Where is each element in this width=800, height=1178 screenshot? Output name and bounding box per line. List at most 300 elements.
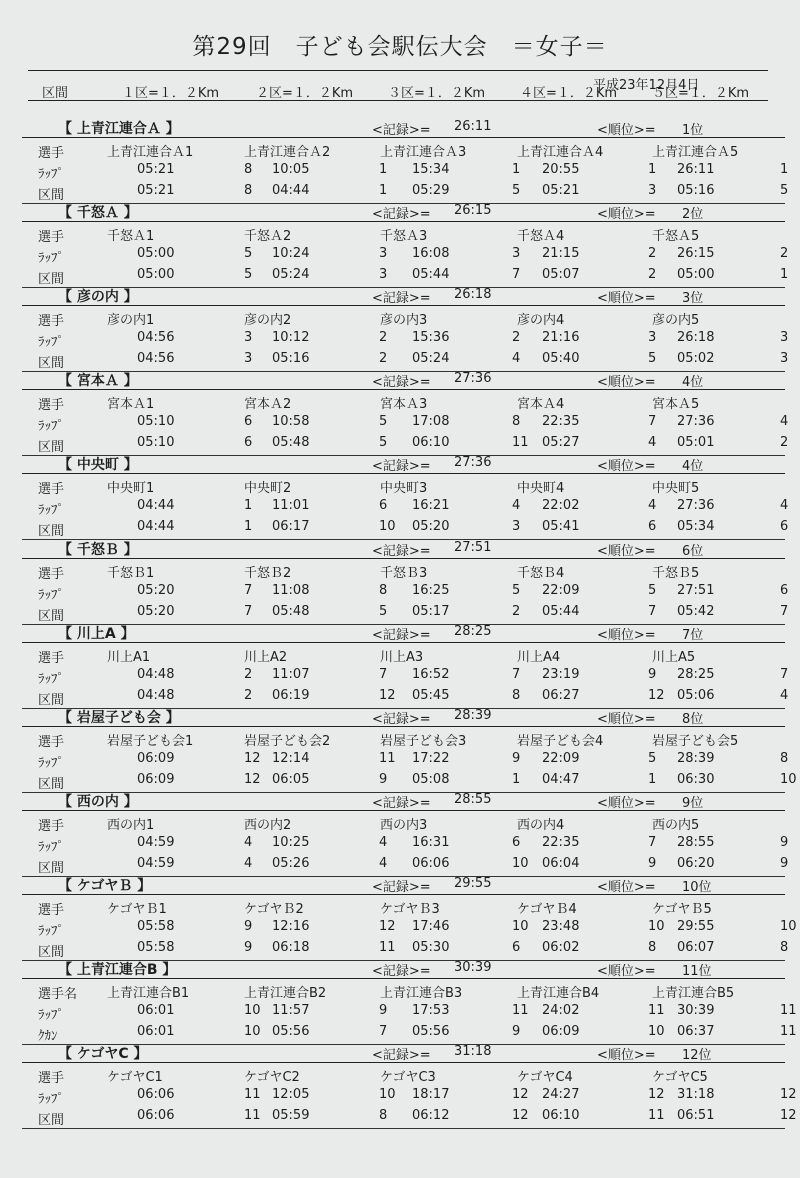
team-rank: 10位 <box>682 879 712 895</box>
row-label-split: 区間 <box>38 440 65 456</box>
split-rank: 2 <box>379 351 388 367</box>
runner-name: 中央町1 <box>107 481 155 497</box>
team-rank: 9位 <box>682 795 704 811</box>
runner-name: 川上A4 <box>517 649 561 665</box>
runner-name: 千怒Ｂ1 <box>107 565 155 581</box>
split-time: 05:44 <box>412 267 450 283</box>
lap-time: 26:15 <box>677 246 715 262</box>
split-time: 05:44 <box>542 603 580 619</box>
lap-rank: 7 <box>648 414 657 430</box>
split-time: 05:07 <box>542 267 580 283</box>
team-block <box>22 874 797 962</box>
record-label: <記録>= <box>372 795 431 811</box>
divider <box>22 305 785 306</box>
split-time: 04:56 <box>137 351 175 367</box>
split-time: 05:24 <box>272 267 310 283</box>
lap-time: 11:01 <box>272 498 310 514</box>
runner-name: 千怒Ａ3 <box>380 229 428 245</box>
team-rank: 7位 <box>682 627 704 643</box>
split-rank: 9 <box>512 1024 521 1039</box>
lap-time: 05:58 <box>137 918 175 934</box>
rank-label: <順位>= <box>597 964 656 979</box>
runner-name: 上青江連合B4 <box>517 986 600 1001</box>
lap-rank: 9 <box>379 1003 388 1018</box>
lap-rank: 6 <box>244 414 253 430</box>
split-time: 05:26 <box>272 855 310 871</box>
lap-rank: 6 <box>379 498 388 514</box>
lap-time: 27:51 <box>677 582 715 598</box>
lap-time: 10:12 <box>272 330 310 346</box>
lap-rank: 5 <box>648 750 657 766</box>
lap-time: 22:35 <box>542 834 580 850</box>
leg-distance-2: ２区=１．２Km <box>256 86 354 101</box>
lap-rank: 10 <box>512 918 529 934</box>
lap-time: 17:08 <box>412 414 450 430</box>
runner-name: 上青江連合B5 <box>652 986 735 1001</box>
split-rank: 8 <box>648 939 657 955</box>
record-label: <記録>= <box>372 291 431 307</box>
split-rank: 8 <box>244 183 253 198</box>
runner-name: 川上A2 <box>244 649 288 665</box>
split-time: 04:44 <box>137 519 175 535</box>
runner-name: 川上A3 <box>380 649 424 665</box>
record-label: <記録>= <box>372 711 431 727</box>
split-time: 06:01 <box>137 1024 175 1039</box>
split-rank: 1 <box>512 771 521 787</box>
lap-time: 16:25 <box>412 582 450 598</box>
runner-name: ケゴヤＢ1 <box>107 901 167 917</box>
split-rank: 10 <box>648 1024 665 1039</box>
divider <box>22 642 785 643</box>
row-label-lap: ﾗｯﾌﾟ <box>38 839 64 855</box>
split-time: 05:27 <box>542 435 580 451</box>
divider <box>22 473 785 474</box>
runner-name: 岩屋子ども会3 <box>380 733 467 749</box>
lap-time: 22:02 <box>542 498 580 514</box>
split-time: 06:37 <box>677 1024 715 1039</box>
team-block <box>22 285 789 373</box>
runner-name: 岩屋子ども会1 <box>107 733 194 749</box>
split-time: 06:09 <box>542 1024 580 1039</box>
race-date: 平成23年12月4日 <box>593 78 700 93</box>
row-label-split: 区間 <box>38 272 65 288</box>
split-time: 06:30 <box>677 771 715 787</box>
lap-rank: 2 <box>244 666 253 682</box>
lap-rank: 7 <box>648 834 657 850</box>
split-rank: 9 <box>379 771 388 787</box>
lap-rank: 12 <box>648 1087 665 1103</box>
runner-name: 川上A1 <box>107 649 151 665</box>
sections-label: 区間 <box>42 86 69 101</box>
team-name: 【 ケゴヤＢ 】 <box>58 877 152 894</box>
split-rank: 1 <box>379 183 388 198</box>
split-time: 05:34 <box>677 519 715 535</box>
lap-time: 29:55 <box>677 918 715 934</box>
team-block <box>22 369 789 457</box>
lap-time: 22:09 <box>542 750 580 766</box>
runner-name: ケゴヤＢ2 <box>244 901 304 917</box>
lap-time: 12:05 <box>272 1087 310 1103</box>
runner-name: ケゴヤC5 <box>652 1070 708 1086</box>
lap-time: 17:53 <box>412 1003 450 1018</box>
split-time: 05:01 <box>677 435 715 451</box>
split-rank: 5 <box>379 435 388 451</box>
lap-rank: 10 <box>379 1087 396 1103</box>
split-time: 05:16 <box>677 183 715 198</box>
leg-distance-5: ５区=１．２Km <box>652 86 750 101</box>
split-rank: 9 <box>244 939 253 955</box>
runner-name: 西の内2 <box>244 817 292 833</box>
runner-name: ケゴヤＢ5 <box>652 901 712 917</box>
lap-rank: 6 <box>780 582 789 598</box>
split-time: 06:17 <box>272 519 310 535</box>
runner-name: 中央町3 <box>380 481 428 497</box>
row-label-lap: ﾗｯﾌﾟ <box>38 671 64 687</box>
team-block <box>22 117 789 205</box>
lap-rank: 5 <box>379 414 388 430</box>
split-time: 05:02 <box>677 351 715 367</box>
lap-rank: 12 <box>512 1087 529 1103</box>
split-rank: 10 <box>512 855 529 871</box>
lap-rank: 12 <box>379 918 396 934</box>
runner-name: 岩屋子ども会4 <box>517 733 604 749</box>
lap-rank: 4 <box>244 834 253 850</box>
split-rank: 11 <box>780 1024 797 1039</box>
team-block <box>22 622 789 710</box>
split-time: 05:45 <box>412 687 450 703</box>
row-label-lap: ﾗｯﾌﾟ <box>38 1092 64 1108</box>
lap-time: 23:48 <box>542 918 580 934</box>
divider <box>28 70 768 71</box>
team-record: 28:39 <box>454 707 492 723</box>
lap-time: 17:22 <box>412 750 450 766</box>
rank-label: <順位>= <box>597 879 656 895</box>
team-record: 27:36 <box>454 455 492 471</box>
lap-rank: 2 <box>648 246 657 262</box>
lap-time: 27:36 <box>677 498 715 514</box>
row-label-player: 選手 <box>38 566 65 582</box>
lap-time: 15:34 <box>412 162 450 177</box>
record-label: <記録>= <box>372 123 431 138</box>
split-time: 06:12 <box>412 1108 450 1124</box>
runner-name: 千怒Ａ1 <box>107 229 155 245</box>
row-label-split: 区間 <box>38 1113 65 1129</box>
divider <box>22 894 785 895</box>
lap-rank: 3 <box>780 330 789 346</box>
split-rank: 5 <box>780 183 789 198</box>
row-label-split: 区間 <box>38 188 65 203</box>
team-record: 28:55 <box>454 791 492 807</box>
split-time: 05:48 <box>272 603 310 619</box>
team-rank: 1位 <box>682 123 704 138</box>
record-label: <記録>= <box>372 375 431 391</box>
lap-rank: 2 <box>780 246 789 262</box>
lap-time: 10:58 <box>272 414 310 430</box>
split-rank: 7 <box>512 267 521 283</box>
split-time: 05:17 <box>412 603 450 619</box>
team-name: 【 宮本Ａ 】 <box>58 373 138 390</box>
split-time: 05:06 <box>677 687 715 703</box>
team-block <box>22 1042 797 1130</box>
lap-rank: 10 <box>244 1003 261 1018</box>
runner-name: 西の内4 <box>517 817 565 833</box>
lap-time: 24:27 <box>542 1087 580 1103</box>
record-label: <記録>= <box>372 1048 431 1064</box>
lap-time: 28:55 <box>677 834 715 850</box>
lap-time: 04:44 <box>137 498 175 514</box>
split-rank: 9 <box>780 855 789 871</box>
split-rank: 12 <box>512 1108 529 1124</box>
course-header <box>28 70 768 118</box>
record-label: <記録>= <box>372 543 431 559</box>
lap-time: 26:18 <box>677 330 715 346</box>
lap-time: 16:31 <box>412 834 450 850</box>
lap-time: 16:21 <box>412 498 450 514</box>
runner-name: 中央町2 <box>244 481 292 497</box>
lap-rank: 1 <box>648 162 657 177</box>
leg-distance-3: ３区=１．２Km <box>388 86 486 101</box>
runner-name: 千怒Ｂ4 <box>517 565 565 581</box>
lap-time: 28:25 <box>677 666 715 682</box>
team-rank: 3位 <box>682 291 704 307</box>
runner-name: 千怒Ａ5 <box>652 229 700 245</box>
split-rank: 7 <box>648 603 657 619</box>
split-rank: 4 <box>379 855 388 871</box>
split-rank: 12 <box>379 687 396 703</box>
split-time: 06:05 <box>272 771 310 787</box>
team-rank: 4位 <box>682 459 704 475</box>
lap-rank: 1 <box>780 162 789 177</box>
team-rank: 6位 <box>682 543 704 559</box>
split-rank: 5 <box>512 183 521 198</box>
team-block <box>22 790 789 878</box>
split-time: 05:40 <box>542 351 580 367</box>
team-block <box>22 453 789 541</box>
row-label-split: 区間 <box>38 524 65 540</box>
lap-rank: 8 <box>780 750 789 766</box>
lap-time: 15:36 <box>412 330 450 346</box>
runner-name: 上青江連合Ａ1 <box>107 145 194 160</box>
team-block <box>22 706 797 794</box>
split-time: 05:00 <box>137 267 175 283</box>
lap-time: 10:05 <box>272 162 310 177</box>
lap-rank: 5 <box>512 582 521 598</box>
lap-rank: 11 <box>379 750 396 766</box>
lap-time: 26:11 <box>677 162 715 177</box>
split-rank: 11 <box>648 1108 665 1124</box>
lap-rank: 2 <box>512 330 521 346</box>
split-rank: 10 <box>780 771 797 787</box>
leg-distance-4: ４区=１．２Km <box>520 86 618 101</box>
split-time: 04:44 <box>272 183 310 198</box>
rank-label: <順位>= <box>597 291 656 307</box>
split-rank: 12 <box>780 1108 797 1124</box>
runner-name: 千怒Ａ4 <box>517 229 565 245</box>
runner-name: 上青江連合Ａ2 <box>244 145 331 160</box>
lap-time: 22:09 <box>542 582 580 598</box>
split-time: 06:27 <box>542 687 580 703</box>
record-label: <記録>= <box>372 879 431 895</box>
lap-time: 30:39 <box>677 1003 715 1018</box>
runner-name: 岩屋子ども会2 <box>244 733 331 749</box>
lap-time: 12:14 <box>272 750 310 766</box>
split-rank: 3 <box>512 519 521 535</box>
split-time: 04:48 <box>137 687 175 703</box>
split-rank: 8 <box>780 939 789 955</box>
split-time: 05:30 <box>412 939 450 955</box>
lap-time: 21:15 <box>542 246 580 262</box>
lap-rank: 10 <box>648 918 665 934</box>
split-time: 06:07 <box>677 939 715 955</box>
split-time: 06:06 <box>412 855 450 871</box>
runner-name: ケゴヤC2 <box>244 1070 300 1086</box>
split-time: 05:20 <box>137 603 175 619</box>
divider <box>22 389 785 390</box>
row-label-player: 選手名 <box>38 987 78 1002</box>
runner-name: 千怒Ｂ5 <box>652 565 700 581</box>
team-record: 26:15 <box>454 203 492 219</box>
lap-rank: 3 <box>244 330 253 346</box>
split-rank: 7 <box>780 603 789 619</box>
lap-rank: 5 <box>648 582 657 598</box>
runner-name: 川上A5 <box>652 649 696 665</box>
split-rank: 7 <box>244 603 253 619</box>
split-time: 05:16 <box>272 351 310 367</box>
runner-name: 岩屋子ども会5 <box>652 733 739 749</box>
runner-name: 彦の内5 <box>652 313 700 329</box>
team-block <box>22 538 789 626</box>
runner-name: 上青江連合B1 <box>107 986 190 1001</box>
lap-rank: 5 <box>244 246 253 262</box>
row-label-split: ｸｶﾝ <box>38 1029 58 1044</box>
lap-rank: 11 <box>244 1087 261 1103</box>
rank-label: <順位>= <box>597 459 656 475</box>
rank-label: <順位>= <box>597 375 656 391</box>
lap-time: 04:56 <box>137 330 175 346</box>
split-time: 05:00 <box>677 267 715 283</box>
rank-label: <順位>= <box>597 795 656 811</box>
lap-time: 27:36 <box>677 414 715 430</box>
team-name: 【 岩屋子ども会 】 <box>58 709 180 726</box>
lap-rank: 8 <box>512 414 521 430</box>
runner-name: 西の内5 <box>652 817 700 833</box>
lap-rank: 3 <box>512 246 521 262</box>
split-rank: 3 <box>244 351 253 367</box>
row-label-lap: ﾗｯﾌﾟ <box>38 587 64 603</box>
rank-label: <順位>= <box>597 123 656 138</box>
split-rank: 1 <box>244 519 253 535</box>
lap-rank: 9 <box>780 834 789 850</box>
lap-time: 11:57 <box>272 1003 310 1018</box>
record-label: <記録>= <box>372 627 431 643</box>
lap-rank: 3 <box>648 330 657 346</box>
split-rank: 5 <box>244 267 253 283</box>
lap-rank: 3 <box>379 246 388 262</box>
team-name: 【 上青江連合B 】 <box>58 962 177 978</box>
lap-rank: 9 <box>244 918 253 934</box>
split-rank: 1 <box>648 771 657 787</box>
split-rank: 2 <box>648 267 657 283</box>
runner-name: 千怒Ａ2 <box>244 229 292 245</box>
split-time: 06:20 <box>677 855 715 871</box>
team-record: 29:55 <box>454 875 492 891</box>
split-rank: 3 <box>648 183 657 198</box>
split-rank: 12 <box>244 771 261 787</box>
split-rank: 6 <box>648 519 657 535</box>
row-label-split: 区間 <box>38 860 65 876</box>
lap-rank: 4 <box>780 414 789 430</box>
split-rank: 6 <box>244 435 253 451</box>
team-name: 【 千怒Ｂ 】 <box>58 541 138 558</box>
runner-name: 彦の内4 <box>517 313 565 329</box>
runner-name: 彦の内3 <box>380 313 428 329</box>
lap-rank: 1 <box>244 498 253 514</box>
team-name: 【 中央町 】 <box>58 457 138 474</box>
lap-rank: 1 <box>379 162 388 177</box>
split-rank: 9 <box>648 855 657 871</box>
runner-name: 中央町4 <box>517 481 565 497</box>
runner-name: 宮本Ａ1 <box>107 397 155 413</box>
lap-time: 31:18 <box>677 1087 715 1103</box>
runner-name: 彦の内1 <box>107 313 155 329</box>
split-time: 06:02 <box>542 939 580 955</box>
split-rank: 8 <box>379 1108 388 1124</box>
runner-name: ケゴヤC4 <box>517 1070 573 1086</box>
team-record: 27:51 <box>454 539 492 555</box>
row-label-split: 区間 <box>38 944 65 960</box>
split-time: 06:10 <box>542 1108 580 1124</box>
runner-name: 西の内3 <box>380 817 428 833</box>
team-rank: 4位 <box>682 375 704 391</box>
runner-name: 宮本Ａ3 <box>380 397 428 413</box>
split-time: 06:51 <box>677 1108 715 1124</box>
lap-time: 05:21 <box>137 162 175 177</box>
team-rank: 11位 <box>682 964 712 979</box>
runner-name: ケゴヤＢ3 <box>380 901 440 917</box>
rank-label: <順位>= <box>597 1048 656 1064</box>
split-time: 05:58 <box>137 939 175 955</box>
row-label-split: 区間 <box>38 356 65 372</box>
divider <box>22 726 785 727</box>
row-label-player: 選手 <box>38 1071 65 1087</box>
split-time: 05:41 <box>542 519 580 535</box>
row-label-lap: ﾗｯﾌﾟ <box>38 251 64 267</box>
split-rank: 3 <box>379 267 388 283</box>
row-label-player: 選手 <box>38 650 65 666</box>
row-label-player: 選手 <box>38 398 65 414</box>
split-time: 05:59 <box>272 1108 310 1124</box>
divider <box>22 558 785 559</box>
split-rank: 11 <box>244 1108 261 1124</box>
lap-rank: 11 <box>512 1003 529 1018</box>
runner-name: 宮本Ａ5 <box>652 397 700 413</box>
runner-name: 上青江連合Ａ3 <box>380 145 467 160</box>
split-rank: 12 <box>648 687 665 703</box>
team-record: 28:25 <box>454 623 492 639</box>
divider <box>22 221 785 222</box>
row-label-split: 区間 <box>38 776 65 792</box>
runner-name: 千怒Ｂ2 <box>244 565 292 581</box>
lap-rank: 8 <box>379 582 388 598</box>
split-time: 05:48 <box>272 435 310 451</box>
split-time: 06:09 <box>137 771 175 787</box>
split-time: 06:04 <box>542 855 580 871</box>
team-record: 26:11 <box>454 119 492 134</box>
lap-time: 18:17 <box>412 1087 450 1103</box>
lap-time: 22:35 <box>542 414 580 430</box>
split-time: 06:19 <box>272 687 310 703</box>
split-time: 06:18 <box>272 939 310 955</box>
